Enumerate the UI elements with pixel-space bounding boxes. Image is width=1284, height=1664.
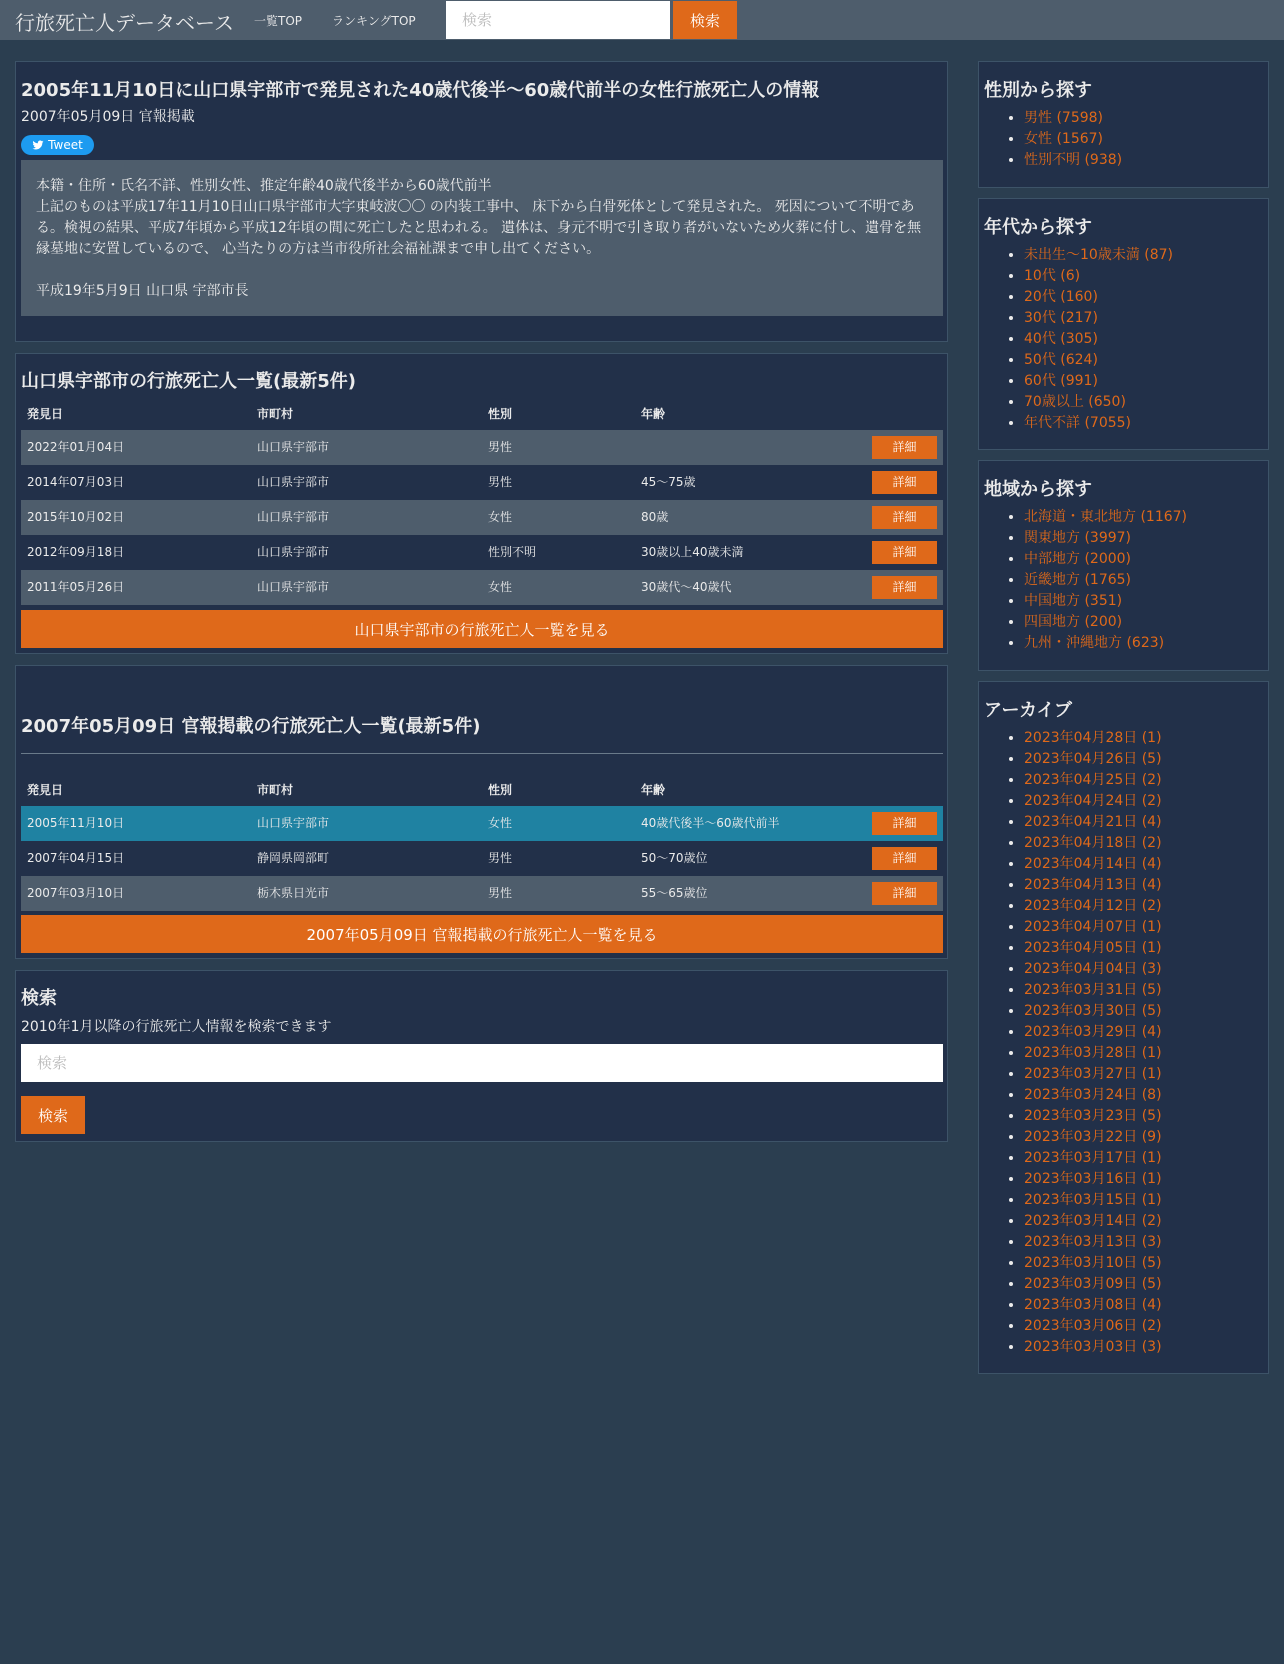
col-header-city: 市町村 <box>257 783 294 797</box>
table-row <box>21 535 943 570</box>
archive-title: アーカイブ <box>984 700 1073 721</box>
archive-link[interactable]: 2023年04月26日 (5) <box>1024 751 1162 767</box>
region-panel <box>978 460 1269 671</box>
twitter-bird-icon <box>32 139 44 151</box>
detail-button[interactable]: 詳細 <box>872 576 937 599</box>
detail-button[interactable]: 詳細 <box>872 812 937 835</box>
list-item <box>1024 1274 1162 1295</box>
list-item <box>1024 1106 1162 1127</box>
list-item <box>1024 980 1162 1001</box>
col-header-action <box>863 773 943 806</box>
archive-link[interactable]: 2023年03月15日 (1) <box>1024 1192 1162 1208</box>
archive-link[interactable]: 2023年04月04日 (3) <box>1024 961 1162 977</box>
list-item <box>1024 1043 1162 1064</box>
archive-list <box>1024 728 1162 1358</box>
navbar <box>0 0 1284 40</box>
col-header-sex: 性別 <box>488 783 513 797</box>
cell-sex: 女性 <box>482 570 635 605</box>
search-panel <box>15 970 948 1142</box>
gender-list <box>1024 108 1122 171</box>
table-row <box>21 841 943 876</box>
list-item <box>1024 591 1187 612</box>
list-item <box>1024 413 1173 434</box>
region-link[interactable]: 北海道・東北地方 (1167) <box>1024 509 1188 525</box>
archive-link[interactable]: 2023年04月25日 (2) <box>1024 772 1162 788</box>
list-item <box>1024 308 1173 329</box>
archive-link[interactable]: 2023年03月22日 (9) <box>1024 1129 1162 1145</box>
nav-list-top-link[interactable]: 一覧TOP <box>254 14 303 28</box>
region-link[interactable]: 中部地方 (2000) <box>1024 551 1132 567</box>
table-row <box>21 500 943 535</box>
gender-panel <box>978 61 1269 188</box>
archive-link[interactable]: 2023年04月05日 (1) <box>1024 940 1162 956</box>
archive-link[interactable]: 2023年03月06日 (2) <box>1024 1318 1162 1334</box>
city-list-title: 山口県宇部市の行旅死亡人一覧(最新5件) <box>21 371 356 392</box>
list-item <box>1024 129 1122 150</box>
list-item <box>1024 245 1173 266</box>
tweet-label: Tweet <box>48 138 83 152</box>
cell-sex: 男性 <box>482 430 635 465</box>
city-list-table <box>21 397 943 605</box>
list-item <box>1024 896 1162 917</box>
article-body <box>21 160 943 316</box>
list-item <box>1024 350 1173 371</box>
list-item <box>1024 266 1173 287</box>
age-panel <box>978 198 1269 450</box>
region-link[interactable]: 九州・沖縄地方 (623) <box>1024 635 1165 651</box>
archive-link[interactable]: 2023年03月10日 (5) <box>1024 1255 1162 1271</box>
nav-search-input[interactable] <box>446 1 670 39</box>
col-header-age: 年齢 <box>641 783 666 797</box>
archive-link[interactable]: 2023年03月27日 (1) <box>1024 1066 1162 1082</box>
col-header-age: 年齢 <box>641 407 666 421</box>
detail-button[interactable]: 詳細 <box>872 541 937 564</box>
list-item <box>1024 1253 1162 1274</box>
cell-city: 静岡県岡部町 <box>257 851 330 865</box>
col-header-action <box>863 397 943 430</box>
detail-button[interactable]: 詳細 <box>872 506 937 529</box>
detail-button[interactable]: 詳細 <box>872 882 937 905</box>
cell-sex: 女性 <box>482 500 635 535</box>
article-body-detail: 上記のものは平成17年11月10日山口県宇部市大字東岐波〇〇 の内装工事中、 床下から白骨死体として発見された。 死因について不明である。検視の結果、平成7年頃から平成12年頃の間に死亡したと思われる。 遺体は、身元不明で引き取り者がいないため火葬に付し、遺骨を無縁墓地に安置しているので、 心当たりの方は当市役所社会福祉課まで申し出てください。 <box>36 199 922 257</box>
archive-link[interactable]: 2023年03月29日 (4) <box>1024 1024 1162 1040</box>
table-row <box>21 465 943 500</box>
table-row <box>21 876 943 911</box>
list-item <box>1024 528 1187 549</box>
brand-link[interactable]: 行旅死亡人データベース <box>15 11 234 35</box>
nav-search-button[interactable]: 検索 <box>673 1 737 39</box>
gazette-list-title: 2007年05月09日 官報掲載の行旅死亡人一覧(最新5件) <box>21 716 481 737</box>
col-header-date: 発見日 <box>27 407 64 421</box>
archive-link[interactable]: 2023年03月28日 (1) <box>1024 1045 1162 1061</box>
list-item <box>1024 1316 1162 1337</box>
cell-sex: 男性 <box>488 851 513 865</box>
cell-age: 50～70歳位 <box>641 851 708 865</box>
archive-link[interactable]: 2023年03月14日 (2) <box>1024 1213 1162 1229</box>
cell-age: 30歳以上40歳未満 <box>641 545 744 559</box>
list-item <box>1024 1001 1162 1022</box>
archive-link[interactable]: 2023年03月23日 (5) <box>1024 1108 1162 1124</box>
cell-age: 80歳 <box>635 500 863 535</box>
list-item <box>1024 1211 1162 1232</box>
cell-city: 山口県宇部市 <box>251 806 482 841</box>
gender-link[interactable]: 女性 (1567) <box>1024 131 1104 147</box>
search-input[interactable] <box>21 1044 943 1082</box>
list-item <box>1024 770 1162 791</box>
archive-link[interactable]: 2023年04月14日 (4) <box>1024 856 1162 872</box>
list-item <box>1024 917 1162 938</box>
age-link[interactable]: 年代不詳 (7055) <box>1024 415 1132 431</box>
gender-link[interactable]: 性別不明 (938) <box>1024 152 1123 168</box>
cell-city: 栃木県日光市 <box>251 876 482 911</box>
archive-link[interactable]: 2023年03月13日 (3) <box>1024 1234 1162 1250</box>
archive-link[interactable]: 2023年04月07日 (1) <box>1024 919 1162 935</box>
region-list <box>1024 507 1187 654</box>
age-link[interactable]: 20代 (160) <box>1024 289 1098 305</box>
list-item <box>1024 570 1187 591</box>
table-row-current <box>21 806 943 841</box>
article-date: 2007年05月09日 官報掲載 <box>21 109 195 125</box>
archive-link[interactable]: 2023年03月16日 (1) <box>1024 1171 1162 1187</box>
article-title: 2005年11月10日に山口県宇部市で発見された40歳代後半〜60歳代前半の女性行旅死亡人の情報 <box>21 80 820 101</box>
age-link[interactable]: 60代 (991) <box>1024 373 1098 389</box>
city-list-panel <box>15 353 948 654</box>
archive-link[interactable]: 2023年04月12日 (2) <box>1024 898 1162 914</box>
table-row <box>21 570 943 605</box>
article-body-summary: 本籍・住所・氏名不詳、性別女性、推定年齢40歳代後半から60歳代前半 <box>36 178 492 194</box>
archive-panel <box>978 681 1269 1374</box>
cell-city: 山口県宇部市 <box>251 570 482 605</box>
archive-link[interactable]: 2023年03月30日 (5) <box>1024 1003 1162 1019</box>
region-link[interactable]: 中国地方 (351) <box>1024 593 1123 609</box>
list-item <box>1024 549 1187 570</box>
archive-link[interactable]: 2023年03月17日 (1) <box>1024 1150 1162 1166</box>
cell-city: 山口県宇部市 <box>251 500 482 535</box>
gender-title: 性別から探す <box>984 80 1092 101</box>
cell-date: 2005年11月10日 <box>21 806 251 841</box>
archive-link[interactable]: 2023年03月24日 (8) <box>1024 1087 1162 1103</box>
gender-link[interactable]: 男性 (7598) <box>1024 110 1104 126</box>
age-link[interactable]: 未出生〜10歳未満 (87) <box>1024 247 1174 263</box>
article-panel <box>15 61 948 342</box>
list-item <box>1024 1085 1162 1106</box>
col-header-date: 発見日 <box>27 783 64 797</box>
cell-city: 山口県宇部市 <box>257 475 330 489</box>
archive-link[interactable]: 2023年04月28日 (1) <box>1024 730 1162 746</box>
list-item <box>1024 1190 1162 1211</box>
list-item <box>1024 875 1162 896</box>
city-list-more-button[interactable]: 山口県宇部市の行旅死亡人一覧を見る <box>21 610 943 648</box>
age-link[interactable]: 40代 (305) <box>1024 331 1098 347</box>
archive-link[interactable]: 2023年04月13日 (4) <box>1024 877 1162 893</box>
archive-link[interactable]: 2023年03月09日 (5) <box>1024 1276 1162 1292</box>
cell-sex: 男性 <box>488 475 513 489</box>
age-title: 年代から探す <box>984 217 1092 238</box>
list-item <box>1024 287 1173 308</box>
archive-link[interactable]: 2023年03月31日 (5) <box>1024 982 1162 998</box>
detail-button[interactable]: 詳細 <box>872 471 937 494</box>
list-item <box>1024 1232 1162 1253</box>
list-item <box>1024 728 1162 749</box>
cell-city: 山口県宇部市 <box>251 430 482 465</box>
archive-link[interactable]: 2023年04月24日 (2) <box>1024 793 1162 809</box>
tweet-button[interactable] <box>21 135 94 155</box>
list-item <box>1024 1148 1162 1169</box>
table-row <box>21 430 943 465</box>
cell-age: 55～65歳位 <box>635 876 863 911</box>
age-link[interactable]: 30代 (217) <box>1024 310 1098 326</box>
list-item <box>1024 1127 1162 1148</box>
archive-link[interactable]: 2023年03月08日 (4) <box>1024 1297 1162 1313</box>
list-item <box>1024 1064 1162 1085</box>
cell-date: 2014年07月03日 <box>27 475 125 489</box>
search-description: 2010年1月以降の行旅死亡人情報を検索できます <box>21 1019 332 1035</box>
age-link[interactable]: 10代 (6) <box>1024 268 1081 284</box>
list-item <box>1024 1169 1162 1190</box>
list-item <box>1024 1022 1162 1043</box>
archive-link[interactable]: 2023年04月18日 (2) <box>1024 835 1162 851</box>
list-item <box>1024 329 1173 350</box>
age-list <box>1024 245 1173 434</box>
cell-age: 40歳代後半〜60歳代前半 <box>635 806 863 841</box>
list-item <box>1024 791 1162 812</box>
list-item <box>1024 150 1122 171</box>
cell-date: 2011年05月26日 <box>21 570 251 605</box>
list-item <box>1024 833 1162 854</box>
region-link[interactable]: 近畿地方 (1765) <box>1024 572 1132 588</box>
col-header-sex: 性別 <box>488 407 513 421</box>
region-link[interactable]: 関東地方 (3997) <box>1024 530 1132 546</box>
cell-city: 山口県宇部市 <box>257 545 330 559</box>
cell-date: 2012年09月18日 <box>27 545 125 559</box>
nav-ranking-top-link[interactable]: ランキングTOP <box>332 14 416 28</box>
list-item <box>1024 959 1162 980</box>
list-item <box>1024 612 1187 633</box>
detail-button[interactable]: 詳細 <box>872 436 937 459</box>
list-item <box>1024 938 1162 959</box>
list-item <box>1024 108 1122 129</box>
region-title: 地域から探す <box>984 479 1092 500</box>
list-item <box>1024 1295 1162 1316</box>
cell-sex: 女性 <box>482 806 635 841</box>
search-button[interactable]: 検索 <box>21 1096 85 1134</box>
cell-age: 30歳代〜40歳代 <box>635 570 863 605</box>
gazette-list-panel <box>15 665 948 959</box>
article-signature: 平成19年5月9日 山口県 宇部市長 <box>36 283 249 299</box>
age-link[interactable]: 50代 (624) <box>1024 352 1098 368</box>
archive-link[interactable]: 2023年03月03日 (3) <box>1024 1339 1162 1355</box>
detail-button[interactable]: 詳細 <box>872 847 937 870</box>
cell-age: 45〜75歳 <box>641 475 696 489</box>
gazette-list-more-button[interactable]: 2007年05月09日 官報掲載の行旅死亡人一覧を見る <box>21 915 943 953</box>
cell-age <box>635 430 863 465</box>
archive-link[interactable]: 2023年04月21日 (4) <box>1024 814 1162 830</box>
cell-sex: 男性 <box>482 876 635 911</box>
list-item <box>1024 507 1187 528</box>
list-item <box>1024 854 1162 875</box>
divider <box>21 753 943 754</box>
cell-sex: 性別不明 <box>488 545 537 559</box>
age-link[interactable]: 70歳以上 (650) <box>1024 394 1126 410</box>
list-item <box>1024 371 1173 392</box>
search-title: 検索 <box>21 988 57 1009</box>
cell-date: 2015年10月02日 <box>21 500 251 535</box>
list-item <box>1024 812 1162 833</box>
list-item <box>1024 749 1162 770</box>
cell-date: 2007年04月15日 <box>27 851 125 865</box>
list-item <box>1024 392 1173 413</box>
list-item <box>1024 633 1187 654</box>
region-link[interactable]: 四国地方 (200) <box>1024 614 1123 630</box>
gazette-list-table <box>21 773 943 911</box>
list-item <box>1024 1337 1162 1358</box>
col-header-city: 市町村 <box>257 407 294 421</box>
cell-date: 2022年01月04日 <box>21 430 251 465</box>
cell-date: 2007年03月10日 <box>21 876 251 911</box>
